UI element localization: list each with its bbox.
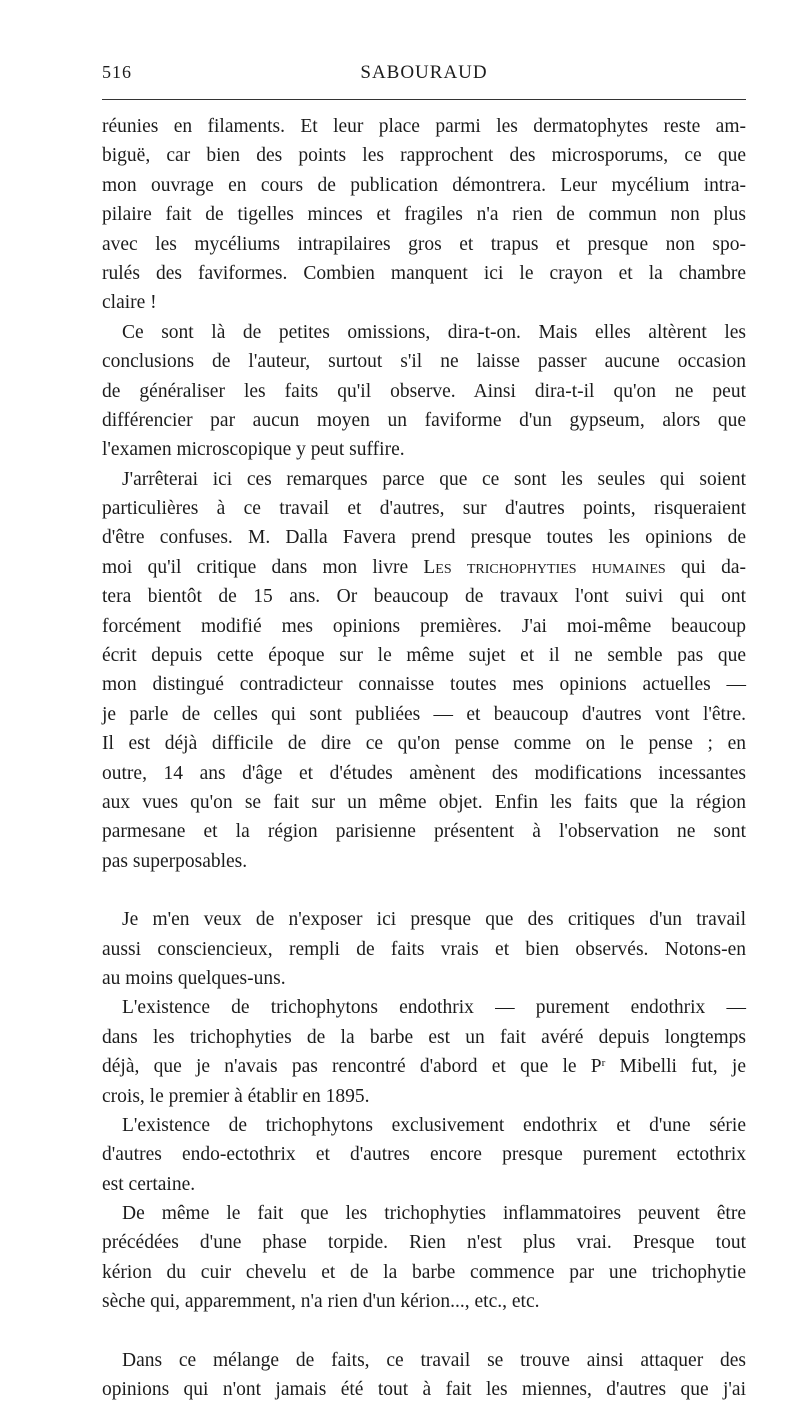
text-line: mon distingué contradicteur connaisse toutes mes opinions actuelles — <box>102 674 746 696</box>
text-line: écrit depuis cette époque sur le même sujet et il ne semble pas que <box>102 645 746 667</box>
text-segment: Mibelli fut, je <box>605 1056 746 1078</box>
text-line: forcément modifié mes opinions premières. J'ai moi-même beaucoup <box>102 615 746 637</box>
text-line: aussi consciencieux, rempli de faits vrais et bien observés. Notons-en <box>102 938 746 960</box>
running-head: SABOURAUD <box>360 62 488 83</box>
text-line: claire ! <box>102 292 157 314</box>
text-line: pas superposables. <box>102 850 248 872</box>
text-line: L'existence de trichophytons exclusivement endothrix et d'une série <box>122 1114 746 1136</box>
text-line: Il est déjà difficile de dire ce qu'on pense comme on le pense ; en <box>102 733 746 755</box>
text-line: opinions qui n'ont jamais été tout à fait les miennes, d'autres que j'ai <box>102 1379 746 1401</box>
text-line: pilaire fait de tigelles minces et fragiles n'a rien de commun non plus <box>102 204 746 226</box>
text-line: je parle de celles qui sont publiées — et beaucoup d'autres vont l'être. <box>102 703 746 725</box>
text-line: l'examen microscopique y peut suffire. <box>102 439 405 461</box>
text-line: Ce sont là de petites omissions, dira-t-on. Mais elles altèrent les <box>122 321 746 343</box>
text-line: mon ouvrage en cours de publication démontrera. Leur mycélium intra- <box>102 174 746 196</box>
text-line: est certaine. <box>102 1173 196 1195</box>
text-line: au moins quelques-uns. <box>102 967 286 989</box>
text-line: précédées d'une phase torpide. Rien n'est plus vrai. Presque tout <box>102 1232 746 1254</box>
text-line: parmesane et la région parisienne présentent à l'observation ne sont <box>102 821 746 843</box>
text-line-with-title <box>102 553 746 582</box>
text-line-with-superscript <box>102 1052 746 1081</box>
book-title: Les trichophyties humaines <box>423 556 666 578</box>
page-number: 516 <box>102 62 132 82</box>
text-line: rulés des faviformes. Combien manquent ici le crayon et la chambre <box>102 262 746 284</box>
text-line: particulières à ce travail et d'autres, sur d'autres points, risqueraient <box>102 498 746 520</box>
text-line: L'existence de trichophytons endothrix — purement endothrix — <box>122 997 746 1019</box>
text-line: de généraliser les faits qu'il observe. Ainsi dira-t-il qu'on ne peut <box>102 380 746 402</box>
text-line: dans les trichophyties de la barbe est un fait avéré depuis longtemps <box>102 1026 746 1048</box>
text-line: Je m'en veux de n'exposer ici presque que des critiques d'un travail <box>122 909 746 931</box>
text-line: De même le fait que les trichophyties inflammatoires peuvent être <box>122 1203 746 1225</box>
header-rule <box>102 99 746 100</box>
text-line: conclusions de l'auteur, surtout s'il ne laisse passer aucune occasion <box>102 351 746 373</box>
text-line: biguë, car bien des points les rapprochent des microsporums, ce que <box>102 145 746 167</box>
page-header <box>102 62 746 90</box>
body-text <box>102 112 746 1404</box>
text-segment: qui da- <box>680 556 747 578</box>
text-line: sèche qui, apparemment, n'a rien d'un kérion..., etc., etc. <box>102 1291 540 1313</box>
superscript: r <box>601 1057 606 1070</box>
text-line: tera bientôt de 15 ans. Or beaucoup de travaux l'ont suivi qui ont <box>102 586 746 608</box>
text-line: kérion du cuir chevelu et de la barbe commence par une trichophytie <box>102 1261 746 1283</box>
text-line: Dans ce mélange de faits, ce travail se trouve ainsi attaquer des <box>122 1349 746 1371</box>
text-segment: moi qu'il critique dans mon livre <box>102 556 409 578</box>
text-line: aux vues qu'on se fait sur un même objet. Enfin les faits que la région <box>102 791 746 813</box>
text-line: avec les mycéliums intrapilaires gros et trapus et presque non spo- <box>102 233 746 255</box>
text-line: crois, le premier à établir en 1895. <box>102 1085 370 1107</box>
text-line: J'arrêterai ici ces remarques parce que ce sont les seules qui soient <box>122 468 746 490</box>
text-line: outre, 14 ans d'âge et d'études amènent des modifications incessantes <box>102 762 746 784</box>
text-line: différencier par aucun moyen un faviforme d'un gypseum, alors que <box>102 409 746 431</box>
text-segment: déjà, que je n'avais pas rencontré d'abord et que le P <box>102 1056 602 1078</box>
text-line: d'autres endo-ectothrix et d'autres encore presque purement ectothrix <box>102 1144 746 1166</box>
text-line: d'être confuses. M. Dalla Favera prend presque toutes les opinions de <box>102 527 746 549</box>
text-line: réunies en filaments. Et leur place parmi les dermatophytes reste am- <box>102 116 746 137</box>
